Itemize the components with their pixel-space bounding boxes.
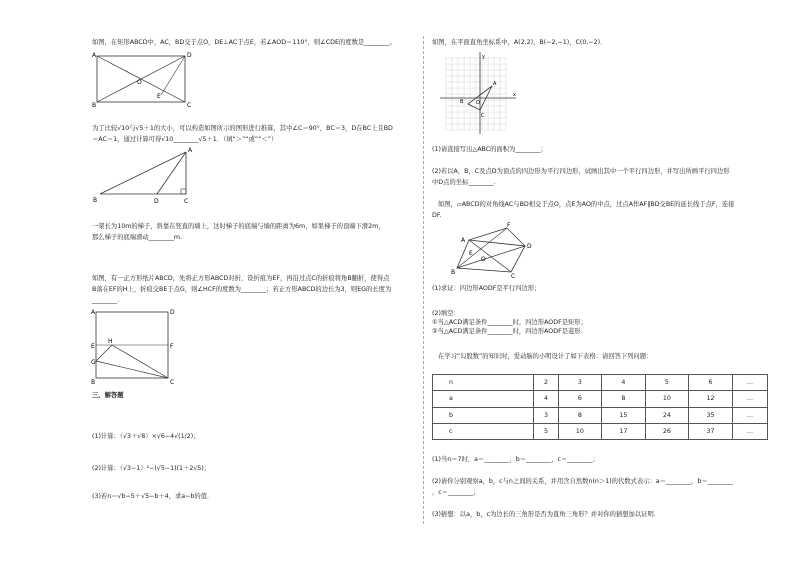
- table-cell: …: [732, 375, 767, 391]
- label-A: A: [188, 147, 193, 154]
- question-parallelogram-line2: DF.: [432, 212, 442, 219]
- label-A: A: [92, 52, 97, 59]
- table-row: [433, 423, 768, 439]
- question-rect-angle: 如图，在矩形ABCD中，AC，BD交于点O，DE⊥AC于点E，若∠AOD＝110°，则∠CDE的度数是________。: [92, 39, 396, 46]
- parallelogram-q2: (2)填空：: [432, 310, 460, 317]
- parallelogram-q2a: ①当△ACD满足条件________时，四边形AODF是矩形；: [432, 319, 587, 326]
- table-cell: 3: [534, 407, 558, 423]
- question-fold-line3: ________.: [92, 297, 120, 304]
- figure-rectangle: [90, 50, 200, 110]
- pythagorean-q2-line2: ，c＝________；: [432, 489, 480, 496]
- label-B: B: [451, 269, 456, 276]
- table-cell: 2: [534, 375, 558, 391]
- table-cell: 24: [645, 407, 689, 423]
- table-cell: …: [732, 391, 767, 407]
- table-cell: 5: [534, 423, 558, 439]
- coordinate-q1: (1)请直接写出△ABC的面积为________；: [432, 146, 547, 153]
- question-pythagorean: 在学习“勾股数”的知识时，爱动脑的小明设计了如下表格：请回答下列问题：: [438, 353, 653, 360]
- table-cell: n: [433, 375, 534, 391]
- section-title: 三、解答题: [92, 392, 124, 399]
- table-row: [433, 407, 768, 423]
- label-G: G: [91, 359, 96, 366]
- table-cell: 15: [602, 407, 646, 423]
- pythagorean-q1: (1)当n＝7时，a＝________，b＝________，c＝________；: [432, 456, 599, 463]
- label-D: D: [527, 243, 532, 250]
- label-D: D: [187, 52, 192, 59]
- label-F: F: [170, 343, 174, 350]
- label-C: C: [481, 113, 485, 119]
- label-O: O: [476, 100, 480, 106]
- label-x: x: [513, 92, 516, 98]
- pythagorean-table: [432, 374, 768, 440]
- table-cell: …: [732, 423, 767, 439]
- label-y: y: [482, 54, 485, 60]
- pythagorean-q3: (3)猜想：以a，b，c为边长的三角形是否为直角三角形？并对你的猜想加以证明.: [432, 511, 656, 518]
- label-E: E: [91, 343, 95, 350]
- table-cell: b: [433, 407, 534, 423]
- table-cell: 17: [602, 423, 646, 439]
- label-C: C: [511, 273, 516, 280]
- label-B: B: [92, 102, 97, 109]
- label-F: F: [507, 222, 511, 229]
- table-cell: 8: [558, 407, 602, 423]
- label-D: D: [154, 198, 159, 205]
- question-parallelogram-line1: 如图，▱ABCD的对角线AC与BD相交于点O，点E为AO的中点，过点A作AF∥BD交BE的延长线于点F，连接: [438, 201, 735, 208]
- calc-2: (2)计算：（√3−1）²−(√5−1)(1＋2√5)；: [92, 465, 211, 472]
- table-cell: 4: [602, 375, 646, 391]
- table-cell: c: [433, 423, 534, 439]
- label-A: A: [91, 309, 96, 316]
- label-E: E: [157, 93, 161, 100]
- label-E: E: [469, 250, 473, 257]
- label-O: O: [481, 256, 486, 263]
- label-H: H: [108, 338, 113, 345]
- table-row: [433, 375, 768, 391]
- table-cell: 12: [689, 391, 733, 407]
- label-B: B: [460, 99, 464, 105]
- figure-folded-square: [90, 306, 180, 386]
- label-B: B: [93, 197, 98, 204]
- table-cell: 3: [558, 375, 602, 391]
- question-fold-line2: B落在EF的H上，折痕交BE于点G，则∠HCF的度数为________；若正方形ABCD的边长为3，则EG的长度为: [92, 286, 392, 293]
- figure-right-triangle: [90, 146, 200, 206]
- coordinate-q2-line1: (2)若以A，B，C及点D为顶点的四边形为平行四边形，试画出其中一个平行四边形，并写出所画平行四边形: [432, 168, 730, 175]
- question-compare-line2: ＝AC＝1，通过计算可得√10________√5＋1．（填“＞”“或”“＜”）: [92, 136, 278, 143]
- table-cell: …: [732, 407, 767, 423]
- calc-1: (1)计算：（√3＋√8）×√6−4√(1/2)；: [92, 433, 200, 440]
- table-cell: 37: [689, 423, 733, 439]
- table-cell: 10: [645, 391, 689, 407]
- figure-parallelogram: [451, 222, 535, 280]
- parallelogram-q2b: ②当△ACD满足条件________时，四边形AODF是菱形.: [432, 328, 583, 335]
- question-compare-line1: 为了比较√10与√5＋1的大小，可以构造如图所示的图形进行推算，其中∠C＝90°，BC＝3，D在BC上且BD: [92, 125, 393, 132]
- label-B: B: [91, 379, 96, 386]
- label-C: C: [184, 198, 189, 205]
- table-cell: a: [433, 391, 534, 407]
- table-row: [433, 391, 768, 407]
- question-ladder-line2: 那么梯子的底端滑动________m.: [92, 234, 182, 241]
- question-coordinate: 如图，在平面直角坐标系中，A(2,2)，B(−2,−1)，C(0,−2)．: [432, 39, 607, 46]
- label-C: C: [187, 102, 192, 109]
- label-D: D: [170, 309, 175, 316]
- pythagorean-q2-line1: (2)请你分别观察a，b，c与n之间的关系，并用含自然数n(n＞1)的代数式表示：a＝________，b＝________: [432, 478, 733, 485]
- parallelogram-q1: (1)求证：四边形AODF是平行四边形；: [432, 285, 541, 292]
- question-ladder-line1: 一架长为10m的梯子，斜靠在竖直的墙上，这时梯子的底端与墙的距离为6m，如果梯子的顶端下滑2m，: [92, 223, 385, 230]
- column-divider: [423, 36, 424, 524]
- table-cell: 26: [645, 423, 689, 439]
- question-fold-line1: 如图，有一正方形纸片ABCD，先将正方形ABCD对折，设折痕为EF，再沿过点C的折痕将角B翻折，使得点: [92, 275, 390, 282]
- table-cell: 10: [558, 423, 602, 439]
- figure-grid-coordinate: [440, 52, 520, 134]
- table-cell: 8: [602, 391, 646, 407]
- label-O: O: [137, 79, 142, 86]
- table-cell: 5: [645, 375, 689, 391]
- table-cell: 6: [558, 391, 602, 407]
- table-cell: 6: [689, 375, 733, 391]
- calc-3: (3)若n＝√b−5＋√5−b＋4，求a−b的值.: [92, 493, 210, 500]
- label-C: C: [170, 379, 175, 386]
- coordinate-q2-line2: 中D点的坐标________.: [432, 179, 496, 186]
- label-A: A: [461, 237, 466, 244]
- table-cell: 35: [689, 407, 733, 423]
- label-A: A: [493, 81, 497, 87]
- table-cell: 4: [534, 391, 558, 407]
